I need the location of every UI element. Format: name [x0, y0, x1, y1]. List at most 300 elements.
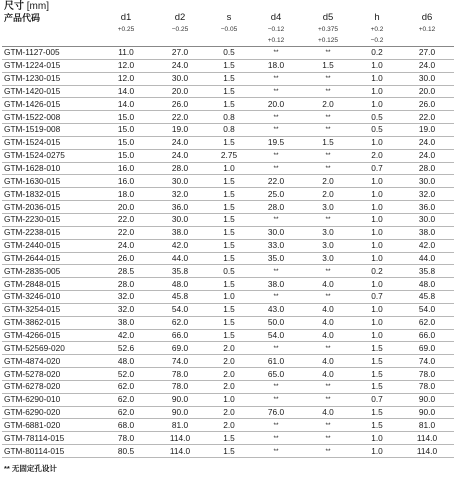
tolerance-lower: +0.12 [250, 35, 302, 47]
dimension-cell: 15.0 [100, 111, 152, 124]
tolerance-upper: +0.12 [418, 26, 436, 33]
dimension-cell: 0.5 [354, 111, 400, 124]
dimension-cell: 78.0 [400, 380, 454, 393]
dimension-cell: 1.5 [208, 252, 250, 265]
dimension-cell: ** [250, 432, 302, 445]
table-row [2, 265, 454, 278]
dimension-cell: 26.0 [400, 98, 454, 111]
dimension-cell: 1.5 [208, 239, 250, 252]
product-code-cell: GTM-2848-015 [2, 278, 100, 291]
dimension-cell: 38.0 [100, 316, 152, 329]
dimension-cell: 0.2 [354, 47, 400, 60]
product-code-cell: GTM-80114-015 [2, 445, 100, 458]
product-code-cell: GTM-1127-005 [2, 47, 100, 60]
dimension-cell: 19.0 [400, 124, 454, 137]
dimension-cell: 3.0 [302, 252, 354, 265]
dimension-cell: 44.0 [152, 252, 208, 265]
dimension-cell: 1.5 [354, 380, 400, 393]
product-code-cell: GTM-3862-015 [2, 316, 100, 329]
table-row [2, 393, 454, 406]
table-row [2, 329, 454, 342]
dimension-cell: 30.0 [250, 226, 302, 239]
dimension-cell: 32.0 [152, 188, 208, 201]
dimension-cell: 30.0 [400, 213, 454, 226]
dimension-cell: 43.0 [250, 303, 302, 316]
dimension-cell: ** [250, 162, 302, 175]
product-code-cell: GTM-52569-020 [2, 342, 100, 355]
dimension-cell: 68.0 [100, 419, 152, 432]
table-row [2, 252, 454, 265]
dimension-cell: 4.0 [302, 355, 354, 368]
product-code-cell: GTM-5278-020 [2, 368, 100, 381]
dimension-cell: 54.0 [250, 329, 302, 342]
dimension-cell: 30.0 [152, 72, 208, 85]
table-row [2, 175, 454, 188]
dimension-cell: 81.0 [152, 419, 208, 432]
dimension-cell: 1.0 [354, 136, 400, 149]
product-code-cell: GTM-1524-015 [2, 136, 100, 149]
dimension-cell: 1.0 [354, 213, 400, 226]
dimension-cell: 2.0 [208, 342, 250, 355]
product-code-cell: GTM-1524-0275 [2, 149, 100, 162]
tolerance-lower: +0.125 [302, 35, 354, 47]
dimension-cell: 114.0 [400, 445, 454, 458]
table-row [2, 291, 454, 304]
dimension-cell: ** [250, 72, 302, 85]
dimension-cell: 20.0 [152, 85, 208, 98]
dimension-cell: 22.0 [100, 213, 152, 226]
dimension-cell: 2.75 [208, 149, 250, 162]
dimension-cell: 1.0 [354, 59, 400, 72]
dimension-cell: 14.0 [100, 98, 152, 111]
dimension-cell: 44.0 [400, 252, 454, 265]
dimension-cell: 1.5 [302, 136, 354, 149]
dimension-cell: 1.0 [208, 393, 250, 406]
dimension-cell: ** [302, 47, 354, 60]
product-code-cell: GTM-4874-020 [2, 355, 100, 368]
dimension-cell: 1.0 [354, 316, 400, 329]
dimension-cell: 30.0 [400, 72, 454, 85]
dimension-cell: 69.0 [400, 342, 454, 355]
product-code-cell: GTM-1224-015 [2, 59, 100, 72]
dimension-cell: 62.0 [400, 316, 454, 329]
dimension-cell: 38.0 [250, 278, 302, 291]
tolerance-upper: +0.375 [317, 26, 339, 33]
dimension-cell: 62.0 [100, 380, 152, 393]
table-row [2, 136, 454, 149]
dimension-cell: 2.0 [302, 188, 354, 201]
table-row [2, 419, 454, 432]
dimension-cell: ** [302, 445, 354, 458]
dimension-cell: 78.0 [100, 432, 152, 445]
product-code-cell: GTM-2440-015 [2, 239, 100, 252]
dimension-cell: 28.5 [100, 265, 152, 278]
dimension-cell: 2.0 [208, 406, 250, 419]
dimension-cell: 74.0 [152, 355, 208, 368]
dimension-cell: 19.0 [152, 124, 208, 137]
product-code-cell: GTM-1522-008 [2, 111, 100, 124]
product-code-cell: GTM-6290-020 [2, 406, 100, 419]
dimension-cell: 0.8 [208, 124, 250, 137]
dimension-cell: ** [302, 342, 354, 355]
dimension-cell: 1.5 [208, 72, 250, 85]
dimension-cell: 3.0 [302, 239, 354, 252]
dimension-cell: 114.0 [152, 432, 208, 445]
table-row [2, 72, 454, 85]
dimension-cell: 42.0 [400, 239, 454, 252]
tolerance-row [2, 35, 454, 47]
dimension-cell: 1.0 [354, 239, 400, 252]
dimension-cell: ** [302, 393, 354, 406]
dimension-cell: 2.0 [354, 149, 400, 162]
dimension-cell: 0.7 [354, 393, 400, 406]
product-code-cell: GTM-1630-015 [2, 175, 100, 188]
dimension-cell: 25.0 [250, 188, 302, 201]
tolerance-lower [208, 35, 250, 47]
dimension-cell: 11.0 [100, 47, 152, 60]
dimension-cell: 1.5 [208, 303, 250, 316]
dimension-cell: 22.0 [152, 111, 208, 124]
dimension-cell: 16.0 [100, 175, 152, 188]
dimension-cell: 1.5 [354, 368, 400, 381]
dimension-cell: ** [250, 111, 302, 124]
dimension-cell: 114.0 [400, 432, 454, 445]
dimension-cell: 20.0 [250, 98, 302, 111]
column-header: d6 [421, 12, 433, 23]
dimension-cell: ** [250, 380, 302, 393]
header-row [2, 12, 454, 24]
dimension-cell: 76.0 [250, 406, 302, 419]
dimension-cell: 3.0 [302, 226, 354, 239]
dimension-cell: 4.0 [302, 368, 354, 381]
dimension-cell: 24.0 [100, 239, 152, 252]
dimension-cell: 45.8 [152, 291, 208, 304]
dimension-cell: 15.0 [100, 149, 152, 162]
dimension-cell: ** [302, 419, 354, 432]
dimension-cell: 38.0 [400, 226, 454, 239]
dimension-cell: ** [250, 85, 302, 98]
tolerance-upper: −0.05 [220, 26, 238, 33]
tolerance-lower: −0.2 [354, 35, 400, 47]
dimension-cell: 1.5 [208, 278, 250, 291]
dimension-cell: 1.5 [354, 406, 400, 419]
dimension-cell: ** [250, 445, 302, 458]
dimension-cell: 50.0 [250, 316, 302, 329]
product-code-cell: GTM-2835-005 [2, 265, 100, 278]
dimension-cell: 12.0 [100, 72, 152, 85]
product-code-cell: GTM-1426-015 [2, 98, 100, 111]
unit-label: [mm] [26, 1, 49, 12]
dimension-cell: 0.8 [208, 111, 250, 124]
dimension-cell: 1.5 [208, 188, 250, 201]
dimension-cell: 81.0 [400, 419, 454, 432]
table-row [2, 368, 454, 381]
tolerance-upper: −0.12 [267, 26, 285, 33]
product-code-cell: GTM-2238-015 [2, 226, 100, 239]
dimension-cell: ** [302, 162, 354, 175]
dimension-cell: ** [302, 124, 354, 137]
dimension-cell: 42.0 [100, 329, 152, 342]
dimension-cell: 48.0 [100, 355, 152, 368]
dimension-cell: ** [302, 72, 354, 85]
dimension-cell: 1.5 [208, 98, 250, 111]
dimension-cell: 22.0 [100, 226, 152, 239]
dimension-cell: 33.0 [250, 239, 302, 252]
dimension-cell: 2.0 [208, 355, 250, 368]
dimension-cell: 62.0 [100, 406, 152, 419]
dimension-cell: ** [250, 342, 302, 355]
product-code-header: 产品代码 [4, 13, 41, 23]
dimension-cell: 35.8 [400, 265, 454, 278]
dimension-cell: 1.0 [354, 98, 400, 111]
table-row [2, 124, 454, 137]
table-row [2, 226, 454, 239]
dimension-cell: 24.0 [152, 59, 208, 72]
table-row [2, 316, 454, 329]
dimension-cell: 2.0 [208, 419, 250, 432]
dimension-label: 尺寸 [4, 1, 24, 12]
tolerance-upper: +0.2 [370, 26, 384, 33]
dimension-cell: 1.5 [208, 85, 250, 98]
table-row [2, 201, 454, 214]
tolerance-upper: +0.25 [117, 26, 135, 33]
dimension-cell: ** [250, 47, 302, 60]
table-row [2, 149, 454, 162]
dimension-cell: 42.0 [152, 239, 208, 252]
dimension-cell: 62.0 [100, 393, 152, 406]
dimension-cell: 20.0 [400, 85, 454, 98]
table-row [2, 188, 454, 201]
dimension-cell: 4.0 [302, 329, 354, 342]
spec-table [2, 12, 454, 458]
dimension-cell: ** [302, 85, 354, 98]
dimension-cell: 114.0 [152, 445, 208, 458]
dimension-cell: 61.0 [250, 355, 302, 368]
dimension-cell: 1.0 [208, 291, 250, 304]
dimension-cell: ** [250, 393, 302, 406]
tolerance-row [2, 24, 454, 35]
dimension-cell: 1.5 [208, 136, 250, 149]
product-code-cell: GTM-6278-020 [2, 380, 100, 393]
dimension-cell: 36.0 [152, 201, 208, 214]
dimension-cell: 1.5 [208, 201, 250, 214]
dimension-cell: 1.0 [354, 85, 400, 98]
dimension-cell: 48.0 [152, 278, 208, 291]
dimension-cell: 2.0 [302, 175, 354, 188]
dimension-cell: 20.0 [100, 201, 152, 214]
dimension-cell: 90.0 [400, 406, 454, 419]
product-code-cell: GTM-2036-015 [2, 201, 100, 214]
table-row [2, 445, 454, 458]
dimension-cell: 30.0 [152, 213, 208, 226]
dimension-cell: 1.0 [354, 252, 400, 265]
dimension-cell: 4.0 [302, 303, 354, 316]
dimension-cell: 24.0 [152, 136, 208, 149]
column-header: d2 [174, 12, 186, 23]
table-row [2, 406, 454, 419]
dimension-cell: 1.0 [354, 432, 400, 445]
dimension-cell: ** [250, 419, 302, 432]
dimension-cell: 1.0 [354, 188, 400, 201]
dimension-cell: 78.0 [152, 368, 208, 381]
dimension-cell: 1.0 [354, 278, 400, 291]
dimension-cell: ** [302, 432, 354, 445]
table-row [2, 47, 454, 60]
dimension-cell: ** [302, 380, 354, 393]
dimension-cell: 0.2 [354, 265, 400, 278]
table-row [2, 98, 454, 111]
dimension-cell: 0.7 [354, 162, 400, 175]
product-code-cell: GTM-78114-015 [2, 432, 100, 445]
product-code-cell: GTM-3254-015 [2, 303, 100, 316]
dimension-cell: 27.0 [152, 47, 208, 60]
dimension-cell: ** [250, 291, 302, 304]
product-code-cell: GTM-4266-015 [2, 329, 100, 342]
dimension-cell: 28.0 [250, 201, 302, 214]
table-row [2, 380, 454, 393]
dimension-cell: 1.5 [208, 226, 250, 239]
table-row [2, 355, 454, 368]
dimension-cell: 35.8 [152, 265, 208, 278]
dimension-cell: 38.0 [152, 226, 208, 239]
dimension-cell: 1.0 [354, 72, 400, 85]
dimension-cell: ** [302, 149, 354, 162]
column-header: d5 [322, 12, 334, 23]
dimension-cell: 78.0 [400, 368, 454, 381]
dimension-cell: 54.0 [400, 303, 454, 316]
dimension-cell: ** [302, 291, 354, 304]
dimension-cell: 36.0 [400, 201, 454, 214]
column-header: s [226, 12, 232, 23]
dimension-cell: 26.0 [152, 98, 208, 111]
dimension-cell: 0.5 [354, 124, 400, 137]
dimension-cell: 22.0 [400, 111, 454, 124]
tolerance-upper: −0.25 [171, 26, 189, 33]
dimension-cell: 14.0 [100, 85, 152, 98]
dimension-cell: 1.0 [354, 445, 400, 458]
dimension-cell: 45.8 [400, 291, 454, 304]
dimension-cell: 18.0 [250, 59, 302, 72]
dimension-cell: 0.5 [208, 265, 250, 278]
dimension-cell: 1.5 [208, 213, 250, 226]
footnote: ** 无固定孔设计 [4, 464, 57, 473]
dimension-cell: ** [302, 265, 354, 278]
table-row [2, 213, 454, 226]
dimension-cell: 22.0 [250, 175, 302, 188]
table-row [2, 432, 454, 445]
tolerance-lower [100, 35, 152, 47]
product-code-cell: GTM-1832-015 [2, 188, 100, 201]
dimension-cell: 65.0 [250, 368, 302, 381]
dimension-cell: ** [302, 213, 354, 226]
dimension-cell: 74.0 [400, 355, 454, 368]
product-code-cell: GTM-1628-010 [2, 162, 100, 175]
dimension-cell: 32.0 [400, 188, 454, 201]
dimension-cell: 80.5 [100, 445, 152, 458]
dimension-cell: 24.0 [400, 136, 454, 149]
column-header: h [374, 12, 380, 23]
table-row [2, 111, 454, 124]
table-row [2, 59, 454, 72]
dimension-cell: 4.0 [302, 316, 354, 329]
dimension-cell: 1.5 [208, 445, 250, 458]
dimension-cell: 1.5 [302, 59, 354, 72]
dimension-cell: 1.0 [354, 303, 400, 316]
product-code-cell: GTM-6290-010 [2, 393, 100, 406]
product-code-cell: GTM-1230-015 [2, 72, 100, 85]
dimension-cell: 26.0 [100, 252, 152, 265]
table-body [2, 47, 454, 458]
product-code-cell: GTM-2230-015 [2, 213, 100, 226]
dimension-cell: 27.0 [400, 47, 454, 60]
dimension-cell: 62.0 [152, 316, 208, 329]
dimension-cell: 1.5 [208, 175, 250, 188]
dimension-cell: ** [250, 124, 302, 137]
dimension-cell: 66.0 [400, 329, 454, 342]
dimension-cell: 1.5 [208, 432, 250, 445]
dimension-cell: 30.0 [400, 175, 454, 188]
product-code-cell: GTM-2644-015 [2, 252, 100, 265]
dimension-cell: 16.0 [100, 162, 152, 175]
dimension-cell: 32.0 [100, 303, 152, 316]
dimension-cell: 0.5 [208, 47, 250, 60]
dimension-cell: 4.0 [302, 278, 354, 291]
dimension-cell: 28.0 [400, 162, 454, 175]
dimension-cell: 1.0 [354, 175, 400, 188]
tolerance-lower [400, 35, 454, 47]
dimension-cell: 15.0 [100, 136, 152, 149]
dimension-cell: 32.0 [100, 291, 152, 304]
dimension-cell: 15.0 [100, 124, 152, 137]
product-code-cell: GTM-6881-020 [2, 419, 100, 432]
column-header: d1 [120, 12, 132, 23]
dimension-cell: 4.0 [302, 406, 354, 419]
dimension-cell: 1.5 [208, 59, 250, 72]
product-code-cell: GTM-1420-015 [2, 85, 100, 98]
dimension-cell: ** [250, 149, 302, 162]
table-row [2, 342, 454, 355]
dimension-cell: 52.0 [100, 368, 152, 381]
table-row [2, 85, 454, 98]
product-code-cell: GTM-1519-008 [2, 124, 100, 137]
dimension-cell: 69.0 [152, 342, 208, 355]
table-row [2, 239, 454, 252]
dimension-cell: 1.5 [208, 316, 250, 329]
dimension-cell: 48.0 [400, 278, 454, 291]
dimension-cell: 28.0 [152, 162, 208, 175]
table-row [2, 162, 454, 175]
dimension-cell: 24.0 [152, 149, 208, 162]
dimension-cell: 12.0 [100, 59, 152, 72]
dimension-cell: 1.5 [354, 419, 400, 432]
dimension-cell: 1.5 [354, 355, 400, 368]
dimension-cell: 1.5 [208, 329, 250, 342]
dimension-cell: 2.0 [208, 368, 250, 381]
dimension-cell: 90.0 [152, 406, 208, 419]
dimension-cell: 1.0 [354, 329, 400, 342]
dimension-cell: 3.0 [302, 201, 354, 214]
dimension-cell: 90.0 [152, 393, 208, 406]
dimension-cell: 24.0 [400, 149, 454, 162]
table-row [2, 303, 454, 316]
dimension-cell: 1.0 [208, 162, 250, 175]
dimension-cell: 90.0 [400, 393, 454, 406]
dimension-cell: 2.0 [302, 98, 354, 111]
dimension-cell: 24.0 [400, 59, 454, 72]
dimension-cell: 0.7 [354, 291, 400, 304]
tolerance-lower [152, 35, 208, 47]
dimension-cell: 30.0 [152, 175, 208, 188]
